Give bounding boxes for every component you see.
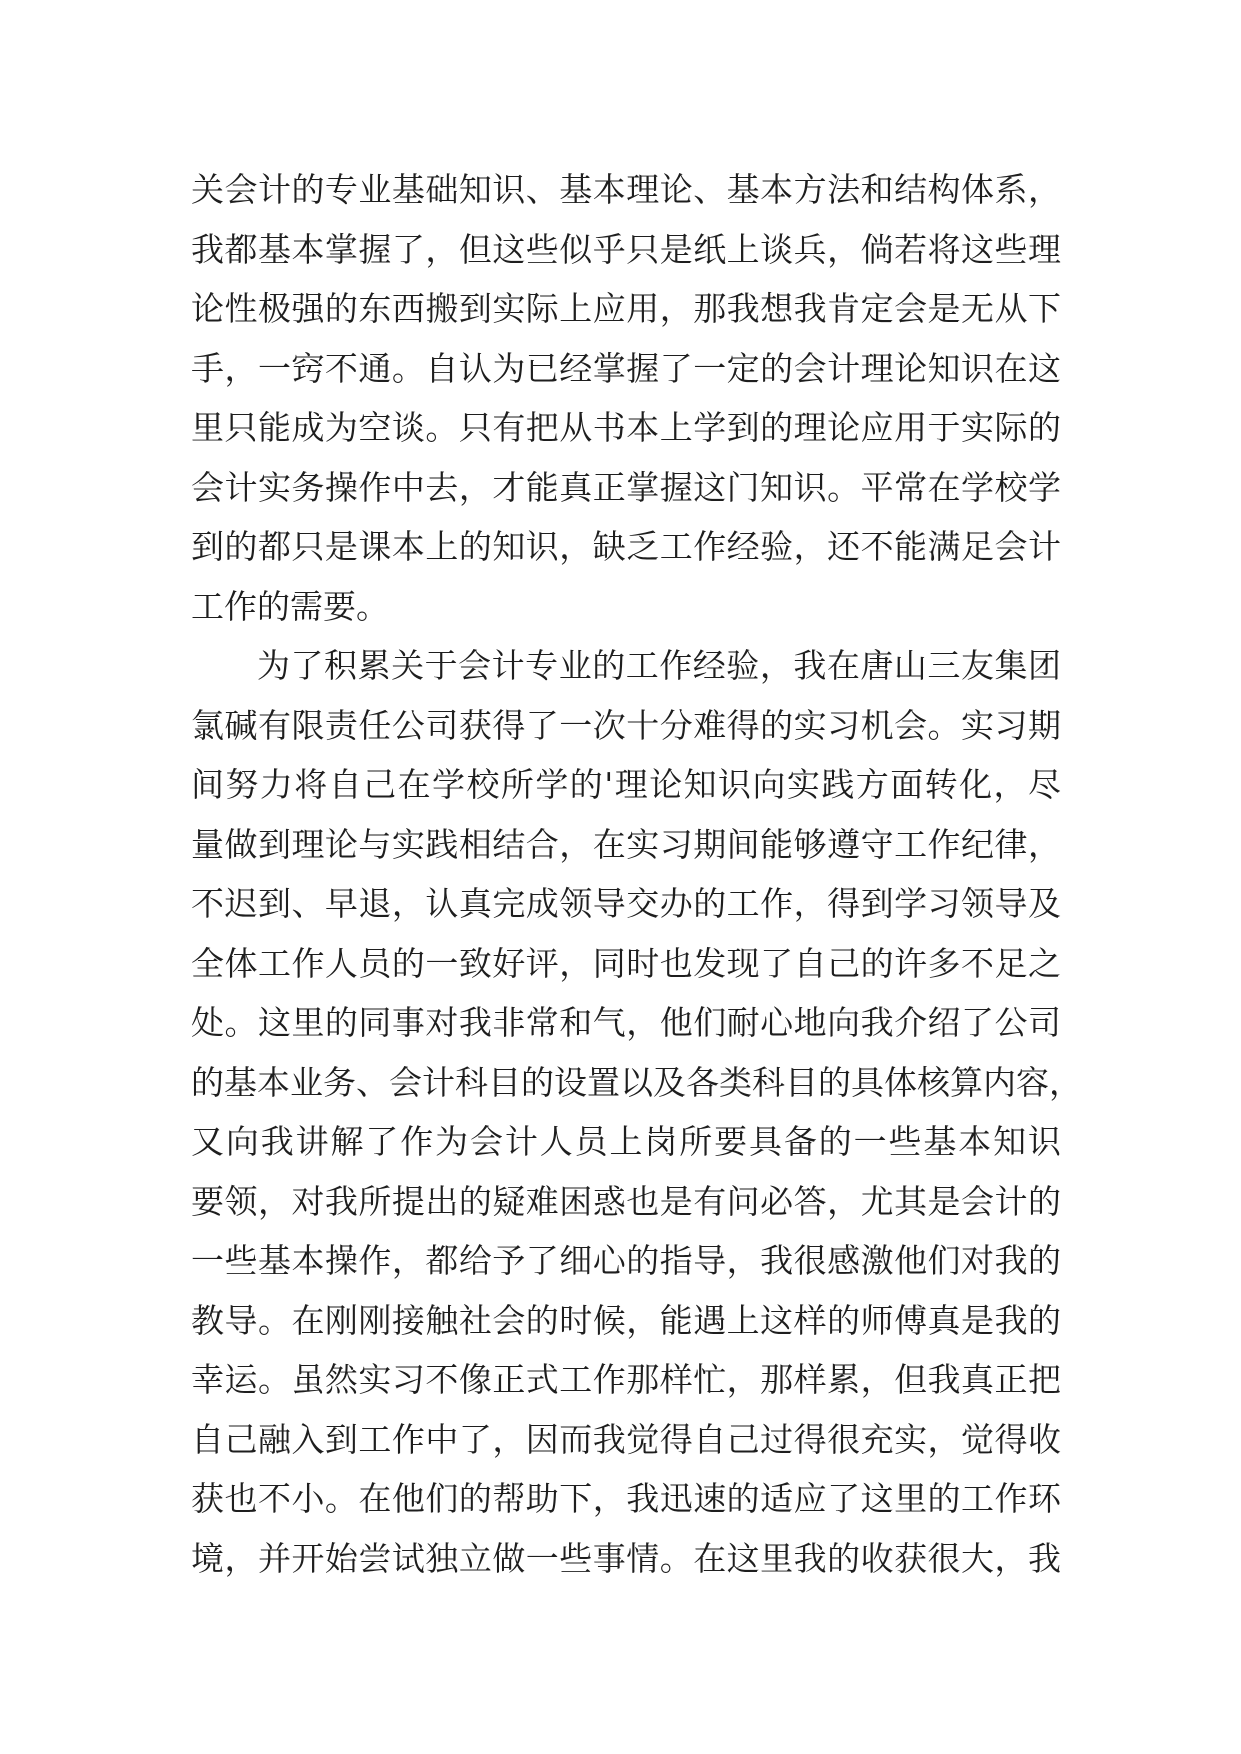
text-line: 要领，对我所提出的疑难困惑也是有问必答，尤其是会计的 [191, 1181, 1061, 1221]
text-line: 不迟到、早退，认真完成领导交办的工作，得到学习领导及 [191, 884, 1061, 923]
text-line: 里只能成为空谈。只有把从书本上学到的理论应用于实际的 [191, 408, 1061, 447]
paragraph-end-line: 工作的需要。 [191, 586, 389, 626]
text-line: 我都基本掌握了，但这些似乎只是纸上谈兵，倘若将这些理 [191, 229, 1061, 269]
text-line: 关会计的专业基础知识、基本理论、基本方法和结构体系， [191, 170, 1061, 209]
text-line: 一些基本操作，都给予了细心的指导，我很感激他们对我的 [191, 1241, 1061, 1280]
text-line: 全体工作人员的一致好评，同时也发现了自己的许多不足之 [191, 943, 1061, 983]
text-line: 到的都只是课本上的知识，缺乏工作经验，还不能满足会计 [191, 527, 1061, 566]
text-line: 氯碱有限责任公司获得了一次十分难得的实习机会。实习期 [191, 705, 1061, 745]
body-text [191, 160, 1082, 1588]
text-line: 会计实务操作中去，才能真正掌握这门知识。平常在学校学 [191, 467, 1061, 507]
text-line: 处。这里的同事对我非常和气，他们耐心地向我介绍了公司 [191, 1003, 1061, 1042]
text-line: 又向我讲解了作为会计人员上岗所要具备的一些基本知识 [191, 1122, 1061, 1161]
text-line: 获也不小。在他们的帮助下，我迅速的适应了这里的工作环 [191, 1479, 1061, 1518]
text-line: 手，一窍不通。自认为已经掌握了一定的会计理论知识在这 [191, 348, 1061, 388]
text-line: 幸运。虽然实习不像正式工作那样忙，那样累，但我真正把 [191, 1360, 1061, 1399]
text-line: 教导。在刚刚接触社会的时候，能遇上这样的师傅真是我的 [191, 1300, 1061, 1340]
text-line: 的基本业务、会计科目的设置以及各类科目的具体核算内容， [191, 1062, 1082, 1102]
text-line: 境，并开始尝试独立做一些事情。在这里我的收获很大，我 [191, 1538, 1061, 1578]
text-line: 量做到理论与实践相结合，在实习期间能够遵守工作纪律， [191, 824, 1061, 864]
text-line: 间努力将自己在学校所学的'理论知识向实践方面转化，尽 [191, 765, 1061, 804]
text-line: 自己融入到工作中了，因而我觉得自己过得很充实，觉得收 [191, 1419, 1061, 1459]
text-line: 论性极强的东西搬到实际上应用，那我想我肯定会是无从下 [191, 289, 1061, 328]
paragraph-start-line: 为了积累关于会计专业的工作经验，我在唐山三友集团 [257, 646, 1061, 685]
